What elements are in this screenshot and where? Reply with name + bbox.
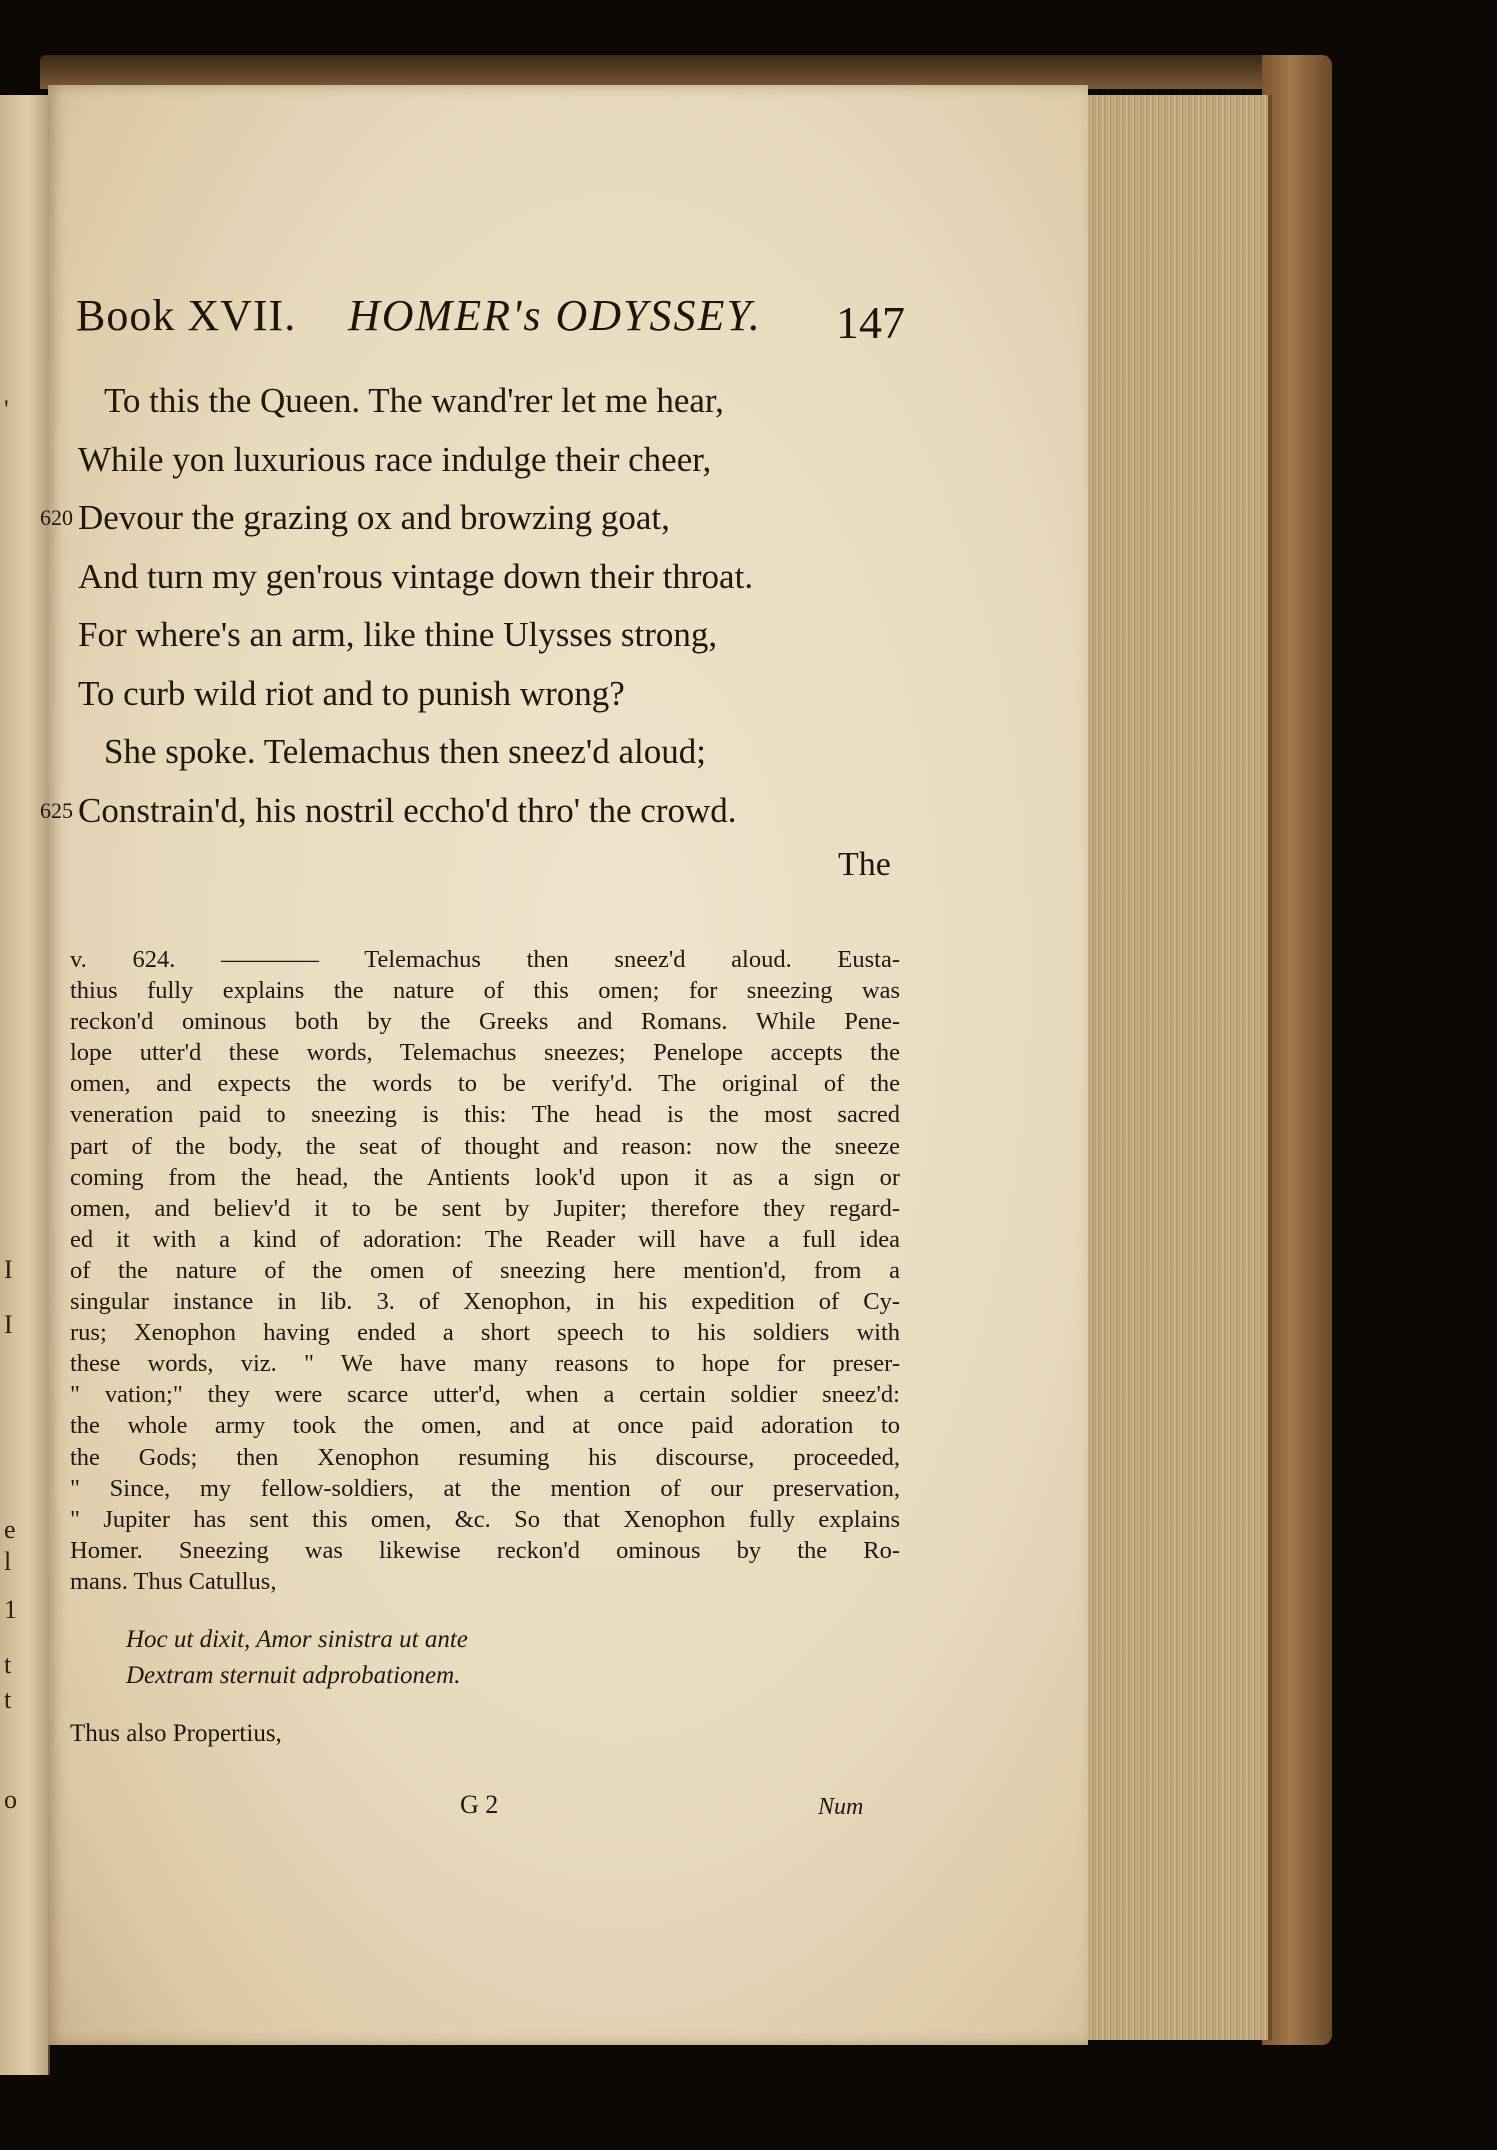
page-number: 147 [836,297,905,348]
footnote-line: coming from the head, the Antients look'd upon it as a sign or [70,1163,900,1191]
footnote-line: omen, and expects the words to be verify'd. The original of the [70,1070,900,1098]
footnote-line: part of the body, the seat of thought and reason: now the sneeze [70,1132,900,1160]
footnote-line: rus; Xenophon having ended a short speech to his soldiers with [70,1319,900,1347]
transition-line: Thus also Propertius, [70,1720,282,1747]
verse-line [70,372,930,431]
left-page-fragment: 1 [4,1595,17,1624]
header-book-number: Book XVII. [76,291,297,340]
footnote-line: of the nature of the omen of sneezing here mention'd, from a [70,1256,900,1284]
left-page-edge [0,95,50,2075]
verse-line [70,723,930,782]
footnote-line: the whole army took the omen, and at once paid adoration to [70,1412,900,1440]
left-page-fragment: ' [4,395,9,424]
left-page-fragment: t [4,1650,12,1679]
left-page-fragment: I [4,1310,13,1339]
footnote-line: singular instance in lib. 3. of Xenophon, in his expedition of Cy- [70,1288,900,1316]
left-page-fragment: t [4,1685,12,1714]
verse-line [70,665,930,724]
book-cover-top [40,55,1280,89]
bottom-catchword: Num [818,1794,864,1820]
line-number: 620 [40,505,73,530]
verse-line-text: And turn my gen'rous vintage down their throat. [78,556,754,596]
footnote-line: omen, and believ'd it to be sent by Jupiter; therefore they regard- [70,1194,900,1222]
verse-line-text: Constrain'd, his nostril eccho'd thro' the crowd. [78,790,737,830]
footnote-line: " Since, my fellow-soldiers, at the mention of our preservation, [70,1474,900,1502]
footnote-line: " vation;" they were scarce utter'd, when a certain soldier sneez'd: [70,1381,900,1409]
verse-line-text: To curb wild riot and to punish wrong? [78,673,625,713]
footnote-line: " Jupiter has sent this omen, &c. So that Xenophon fully explains [70,1505,900,1533]
footnote-line: these words, viz. " We have many reasons to hope for preser- [70,1350,900,1378]
verse-line-text: While yon luxurious race indulge their cheer, [78,439,712,479]
line-number: 625 [40,797,73,823]
verse-text [40,372,930,840]
quote-line: Dextram sternuit adprobationem. [126,1662,461,1689]
signature-mark: G 2 [460,1790,499,1819]
footnote-line: the Gods; then Xenophon resuming his discourse, proceeded, [70,1443,900,1471]
verse-line [70,431,930,490]
footnote-line: ed it with a kind of adoration: The Reader will have a full idea [70,1225,900,1253]
verse-line [40,489,930,548]
latin-quotation [126,1622,468,1694]
footnote-line: v. 624. ———— Telemachus then sneez'd aloud. Eusta- [70,946,900,973]
verse-line [70,548,930,607]
quote-line: Hoc ut dixit, Amor sinistra ut ante [126,1626,468,1653]
verse-line [40,782,930,841]
footnote-line: thius fully explains the nature of this omen; for sneezing was [70,977,900,1005]
left-page-fragment: I [4,1255,13,1284]
left-page-fragment: o [4,1785,17,1814]
running-header [76,290,916,360]
header-title: HOMER's ODYSSEY. [348,291,762,340]
footnote-line: veneration paid to sneezing is this: The head is the most sacred [70,1101,900,1129]
catchword: The [838,846,891,883]
footnote-block [70,944,900,1597]
footnote-line: mans. Thus Catullus, [70,1567,277,1595]
footnote-line: Homer. Sneezing was likewise reckon'd ominous by the Ro- [70,1536,900,1564]
left-page-fragment: e [4,1515,16,1544]
verse-line-text: She spoke. Telemachus then sneez'd aloud; [104,732,706,771]
footnote-line: lope utter'd these words, Telemachus sneezes; Penelope accepts the [70,1039,900,1067]
footnote-line: reckon'd ominous both by the Greeks and Romans. While Pene- [70,1008,900,1036]
left-page-fragment: l [4,1547,12,1576]
book-cover-edge [1262,55,1332,2045]
verse-line-text: For where's an arm, like thine Ulysses strong, [78,615,718,654]
verse-line [70,606,930,665]
page-block-edges [1088,95,1272,2040]
verse-line-text: To this the Queen. The wand'rer let me hear, [104,381,724,420]
verse-line-text: Devour the grazing ox and browzing goat, [78,498,670,537]
